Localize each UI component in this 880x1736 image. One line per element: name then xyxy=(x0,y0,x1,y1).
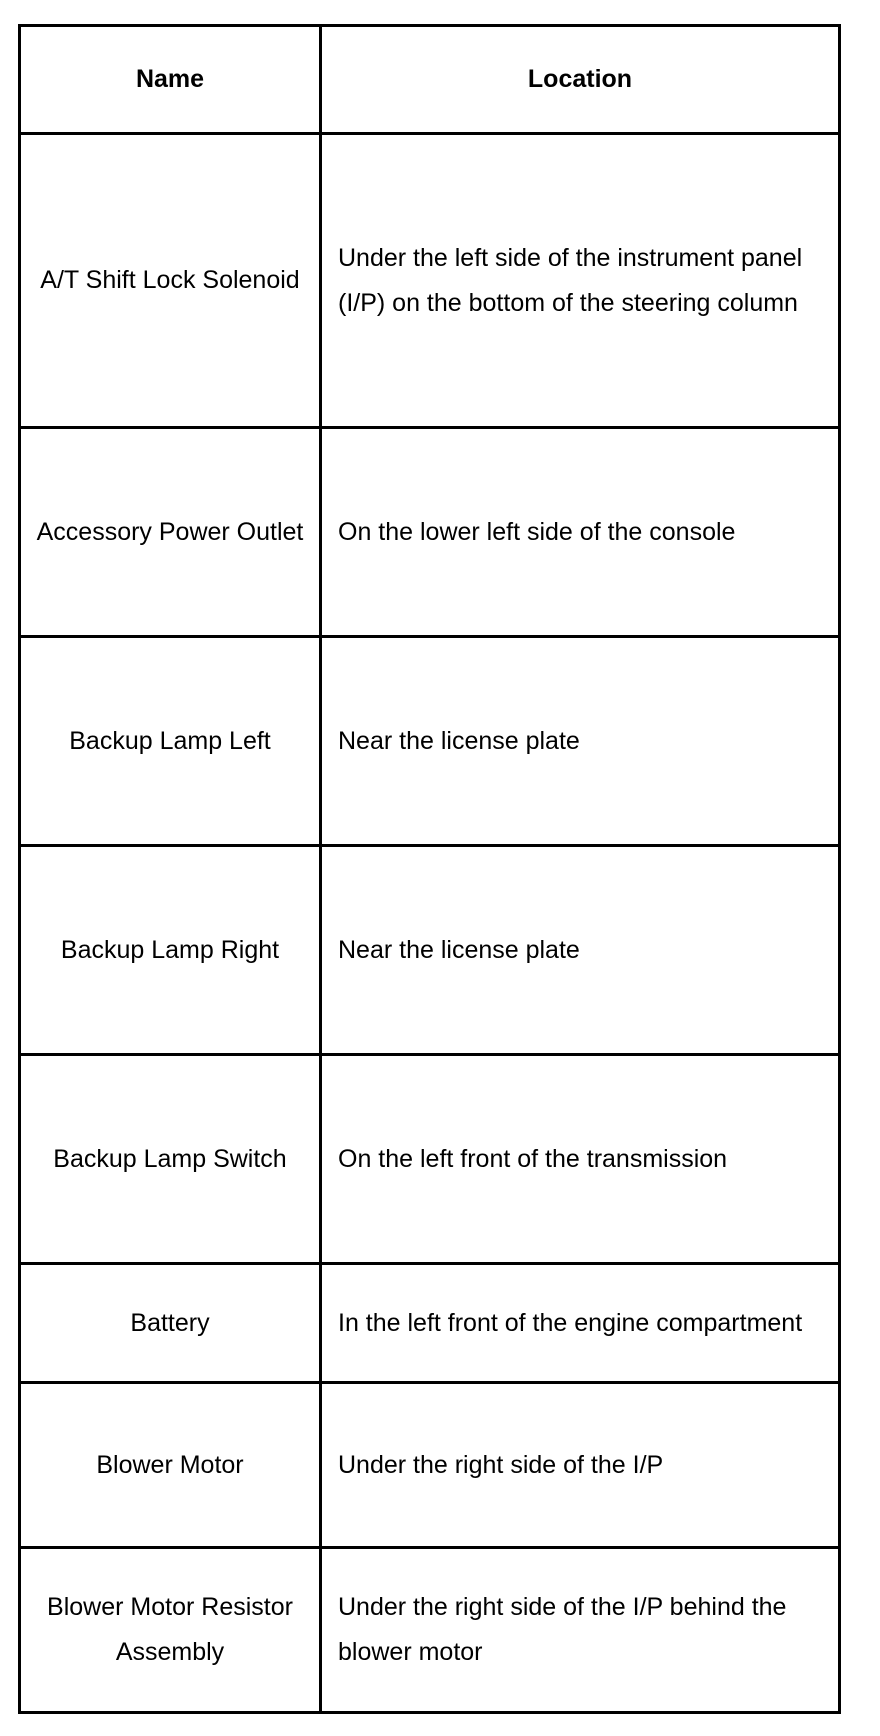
name-cell: Accessory Power Outlet xyxy=(20,428,321,637)
name-cell: Backup Lamp Right xyxy=(20,846,321,1055)
name-cell: Battery xyxy=(20,1264,321,1383)
location-cell: In the left front of the engine compartment xyxy=(321,1264,840,1383)
table-row xyxy=(20,1055,840,1264)
table-row xyxy=(20,428,840,637)
table-row xyxy=(20,1548,840,1713)
table-row xyxy=(20,1383,840,1548)
table-row xyxy=(20,1264,840,1383)
location-cell: On the lower left side of the console xyxy=(321,428,840,637)
component-location-table-container xyxy=(18,24,838,1714)
table-row xyxy=(20,846,840,1055)
header-location: Location xyxy=(321,26,840,134)
name-cell: A/T Shift Lock Solenoid xyxy=(20,134,321,428)
table-body xyxy=(20,134,840,1713)
name-cell: Blower Motor Resistor Assembly xyxy=(20,1548,321,1713)
location-cell: Under the right side of the I/P behind the blower motor xyxy=(321,1548,840,1713)
component-location-table xyxy=(18,24,841,1714)
table-row xyxy=(20,134,840,428)
location-cell: Near the license plate xyxy=(321,846,840,1055)
header-name: Name xyxy=(20,26,321,134)
table-row xyxy=(20,637,840,846)
table-header xyxy=(20,26,840,134)
name-cell: Blower Motor xyxy=(20,1383,321,1548)
location-cell: Under the right side of the I/P xyxy=(321,1383,840,1548)
name-cell: Backup Lamp Left xyxy=(20,637,321,846)
location-cell: On the left front of the transmission xyxy=(321,1055,840,1264)
location-cell: Under the left side of the instrument panel (I/P) on the bottom of the steering column xyxy=(321,134,840,428)
name-cell: Backup Lamp Switch xyxy=(20,1055,321,1264)
header-row xyxy=(20,26,840,134)
location-cell: Near the license plate xyxy=(321,637,840,846)
